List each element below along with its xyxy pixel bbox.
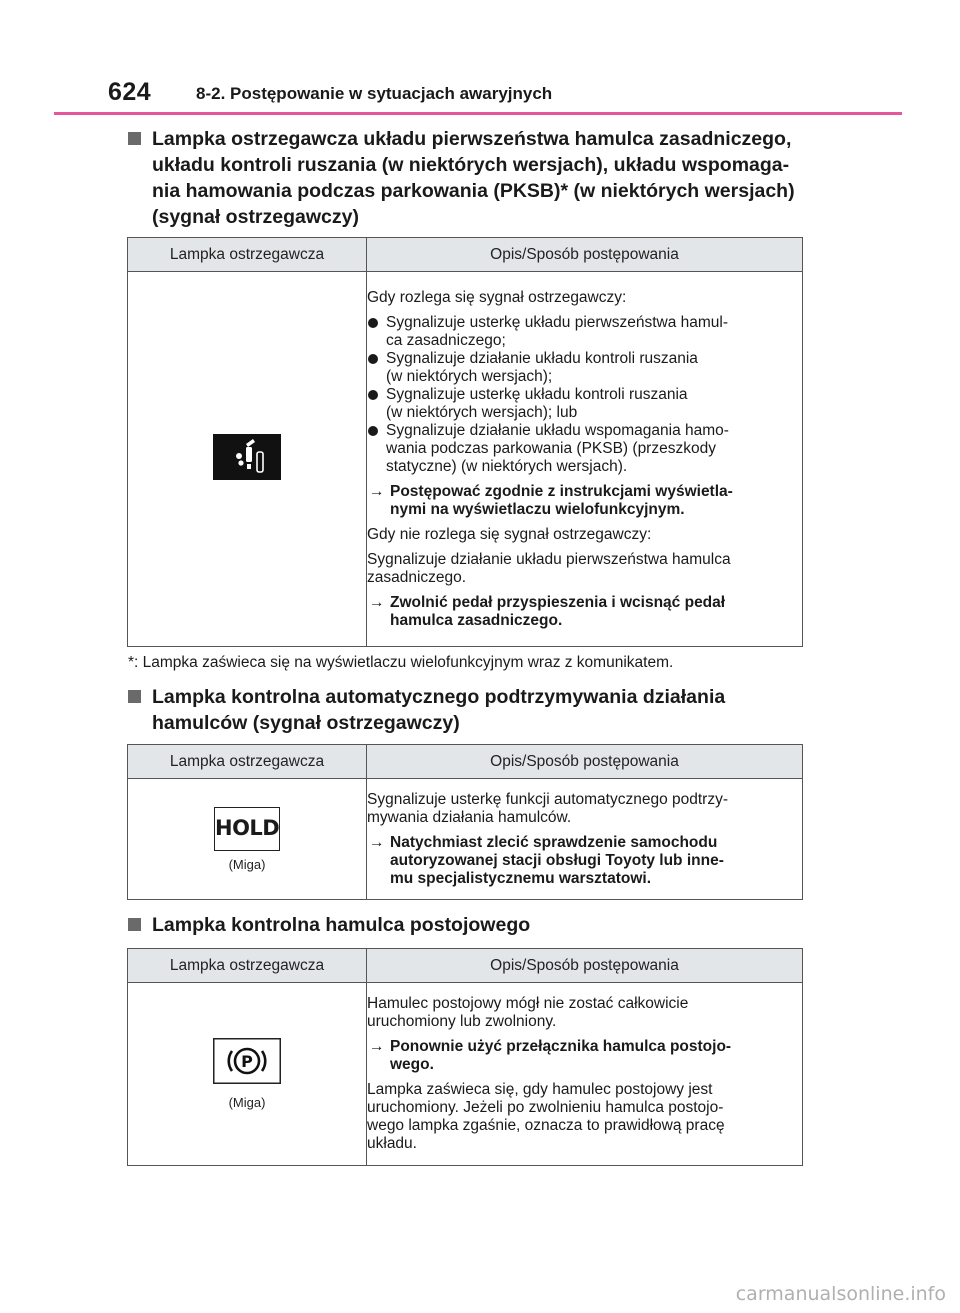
bullet-line: Sygnalizuje usterkę układu kontroli ruszania xyxy=(386,385,688,403)
section-title xyxy=(128,126,808,230)
desc-line: mywania działania hamulców. xyxy=(367,808,572,826)
desc-text xyxy=(367,551,802,587)
col-header-desc: Opis/Sposób postępowania xyxy=(367,745,803,779)
warning-table-brake-hold xyxy=(127,744,803,900)
chapter-title: 8-2. Postępowanie w sytuacjach awaryjnych xyxy=(196,84,553,103)
title-line: (sygnał ostrzegawczy) xyxy=(152,206,359,228)
col-header-lamp: Lampka ostrzegawcza xyxy=(128,949,367,983)
title-line: układu kontroli ruszania (w niektórych wersjach), układu wspomaga- xyxy=(152,154,790,176)
desc-line: Sygnalizuje usterkę funkcji automatycznego podtrzy- xyxy=(367,790,728,808)
title-line: hamulców (sygnał ostrzegawczy) xyxy=(152,712,460,734)
bullet-line: Sygnalizuje usterkę układu pierwszeństwa hamul- xyxy=(386,313,729,331)
section-title xyxy=(128,912,808,938)
col-header-lamp: Lampka ostrzegawcza xyxy=(128,745,367,779)
action-instruction xyxy=(367,483,802,519)
description-cell xyxy=(367,272,803,647)
section-parking-brake-title xyxy=(128,912,808,938)
square-bullet-icon xyxy=(128,918,141,931)
section-brake-hold-title xyxy=(128,684,808,736)
action-line: Ponownie użyć przełącznika hamulca postojo- xyxy=(390,1038,732,1055)
bullet-dot-icon xyxy=(368,318,378,328)
hold-indicator-icon xyxy=(214,807,280,851)
title-line: Lampka kontrolna hamulca postojowego xyxy=(152,914,531,936)
blink-caption: (Miga) xyxy=(228,856,266,872)
table-header-row xyxy=(128,238,803,272)
action-line: nymi na wyświetlaczu wielofunkcyjnym. xyxy=(390,500,685,518)
list-item xyxy=(367,386,802,422)
arrow-icon: → xyxy=(369,833,385,851)
section-title xyxy=(128,684,808,736)
warning-table-brake-override xyxy=(127,237,803,647)
lamp-cell xyxy=(128,272,367,647)
action-line: Zwolnić pedał przyspieszenia i wcisnąć pedał xyxy=(390,593,726,611)
desc-text xyxy=(367,1081,802,1153)
table-header-row xyxy=(128,745,803,779)
parking-brake-icon xyxy=(213,1038,281,1089)
lamp-cell xyxy=(128,779,367,900)
arrow-icon: → xyxy=(369,1038,385,1055)
col-header-desc: Opis/Sposób postępowania xyxy=(367,238,803,272)
arrow-icon: → xyxy=(369,482,385,500)
desc-line: Lampka zaświeca się, gdy hamulec postojowy jest xyxy=(367,1081,713,1098)
bullet-line: Sygnalizuje działanie układu wspomagania hamo- xyxy=(386,421,729,439)
section-brake-override-title xyxy=(128,126,808,230)
lamp-cell xyxy=(128,983,367,1166)
col-header-lamp: Lampka ostrzegawcza xyxy=(128,238,367,272)
desc-text xyxy=(367,791,802,827)
watermark: carmanualsonline.info xyxy=(735,1283,946,1305)
title-line: Lampka kontrolna automatycznego podtrzymywania działania xyxy=(152,686,726,708)
action-instruction xyxy=(367,834,802,888)
list-item xyxy=(367,314,802,350)
bullet-dot-icon xyxy=(368,426,378,436)
action-line: wego. xyxy=(390,1056,434,1073)
table-row xyxy=(128,272,803,647)
page-header xyxy=(0,0,960,116)
square-bullet-icon xyxy=(128,132,141,145)
action-line: Natychmiast zlecić sprawdzenie samochodu xyxy=(390,833,718,851)
bullet-line: Sygnalizuje działanie układu kontroli ruszania xyxy=(386,349,698,367)
desc-line: wego lampka zgaśnie, oznacza to prawidłową pracę xyxy=(367,1117,725,1134)
description-cell xyxy=(367,983,803,1166)
header-rule xyxy=(54,112,902,115)
table-row xyxy=(128,779,803,900)
description-cell xyxy=(367,779,803,900)
square-bullet-icon xyxy=(128,690,141,703)
desc-line: zasadniczego. xyxy=(367,568,467,586)
warning-table-parking-brake xyxy=(127,948,803,1166)
action-instruction xyxy=(367,1038,802,1074)
bullet-line: statyczne) (w niektórych wersjach). xyxy=(386,457,628,475)
title-line: Lampka ostrzegawcza układu pierwszeństwa hamulca zasadniczego, xyxy=(152,128,792,150)
table-row xyxy=(128,983,803,1166)
action-line: mu specjalistycznemu warsztatowi. xyxy=(390,869,652,887)
page-number: 624 xyxy=(108,78,152,106)
bullet-line: ca zasadniczego; xyxy=(386,331,506,349)
list-item xyxy=(367,422,802,476)
arrow-icon: → xyxy=(369,593,385,611)
bullet-dot-icon xyxy=(368,390,378,400)
hold-label: HOLD xyxy=(215,815,280,840)
desc-text: Gdy nie rozlega się sygnał ostrzegawczy: xyxy=(367,525,652,543)
table-header-row xyxy=(128,949,803,983)
desc-text: Gdy rozlega się sygnał ostrzegawczy: xyxy=(367,288,627,306)
bullet-line: wania podczas parkowania (PKSB) (przeszkody xyxy=(386,439,716,457)
bullet-dot-icon xyxy=(368,354,378,364)
action-line: Postępować zgodnie z instrukcjami wyświetla- xyxy=(390,482,733,500)
desc-line: Hamulec postojowy mógł nie zostać całkowicie xyxy=(367,995,689,1012)
action-line: autoryzowanej stacji obsługi Toyoty lub inne- xyxy=(390,851,724,869)
blink-caption: (Miga) xyxy=(228,1095,266,1110)
desc-text xyxy=(367,995,802,1031)
action-line: hamulca zasadniczego. xyxy=(390,611,563,629)
desc-line: uruchomiony. Jeżeli po zwolnieniu hamulca postojo- xyxy=(367,1099,724,1116)
footnote: *: Lampka zaświeca się na wyświetlaczu wielofunkcyjnym wraz z komunikatem. xyxy=(128,654,674,671)
desc-line: Sygnalizuje działanie układu pierwszeństwa hamulca xyxy=(367,550,731,568)
action-instruction xyxy=(367,594,802,630)
desc-line: uruchomiony lub zwolniony. xyxy=(367,1013,557,1030)
bullet-line: (w niektórych wersjach); xyxy=(386,367,553,385)
bullet-line: (w niektórych wersjach); lub xyxy=(386,403,578,421)
desc-line: układu. xyxy=(367,1135,417,1152)
title-line: nia hamowania podczas parkowania (PKSB)* (w niektórych wersjach) xyxy=(152,180,795,202)
pedal-warning-icon xyxy=(213,434,281,485)
list-item xyxy=(367,350,802,386)
svg-text:P: P xyxy=(241,1052,253,1071)
col-header-desc: Opis/Sposób postępowania xyxy=(367,949,803,983)
